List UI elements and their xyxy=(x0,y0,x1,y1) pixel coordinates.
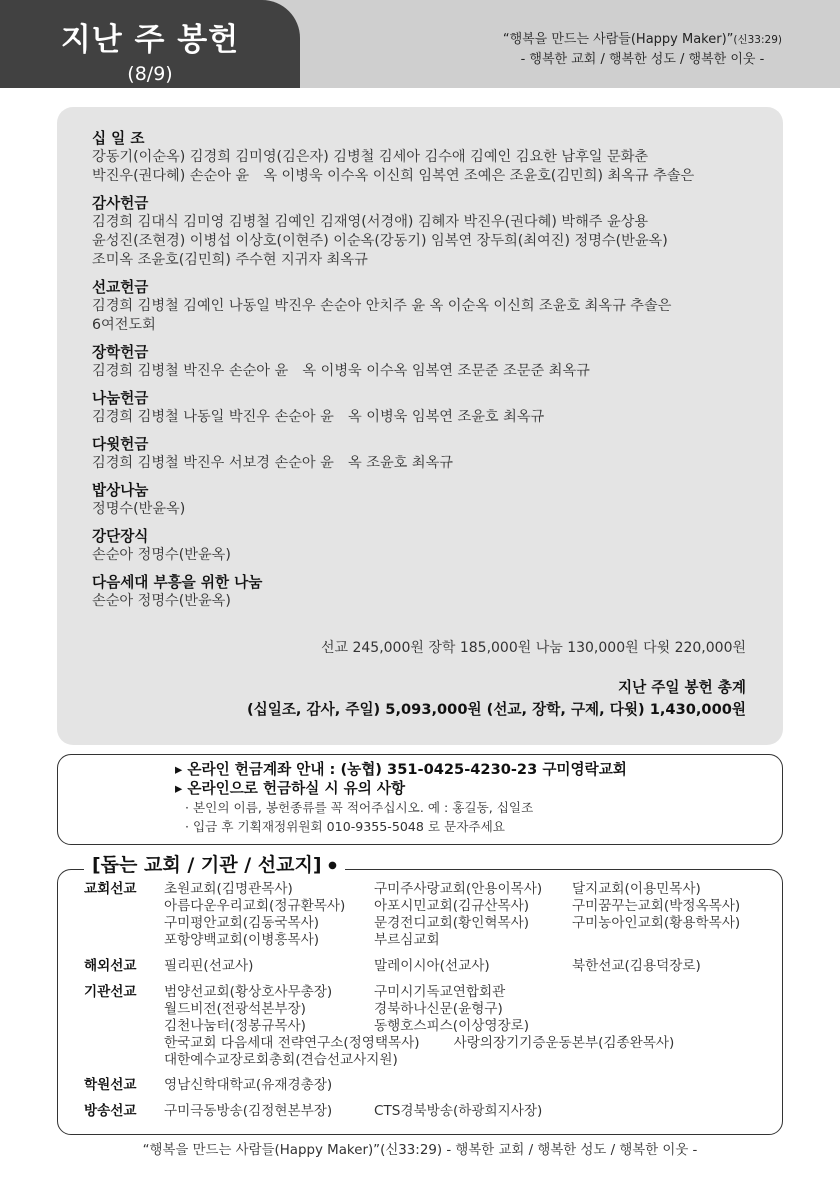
org-col-2 xyxy=(374,984,529,1035)
church-item: 포항양백교회(이병흥목사) xyxy=(164,932,320,948)
church-col-2 xyxy=(374,881,542,949)
offering-heading: 강단장식 xyxy=(92,528,149,545)
church-col-1 xyxy=(164,881,345,949)
offering-names: 김경희 김대식 김미영 김병철 김예인 김재영(서경애) 김혜자 박진우(권다혜) 박해주 윤상용 xyxy=(92,214,649,230)
org-item: 월드비전(전광석본부장) xyxy=(164,1001,306,1017)
category-label: 기관선교 xyxy=(84,984,137,1000)
overseas-2: 말레이시아(선교사) xyxy=(374,958,490,974)
offerings-list xyxy=(92,129,762,619)
church-item: 달지교회(이용민목사) xyxy=(572,881,701,897)
org-wide-1b: 사랑의장기기증운동본부(김종완목사) xyxy=(453,1035,675,1051)
offering-names: 손순아 정명수(반윤옥) xyxy=(92,593,231,609)
offering-names: 김경희 김병철 김예인 나동일 박진우 손순아 안치주 윤 옥 이순옥 이신희 조윤호 최옥규 추솔은 xyxy=(92,298,672,314)
church-item: 구미농아인교회(황용학목사) xyxy=(572,915,741,931)
motto-sub: - 행복한 교회 / 행복한 성도 / 행복한 이웃 - xyxy=(520,52,765,67)
org-wide-2: 대한예수교장로회총회(견습선교사지원) xyxy=(164,1052,398,1068)
notice-item-1: · 본인의 이름, 봉헌종류를 꼭 적어주십시오. 예 : 홍길동, 십일조 xyxy=(185,800,534,815)
online-offering-notice xyxy=(57,754,783,845)
academy-1: 영남신학대학교(유재경총장) xyxy=(164,1077,333,1093)
offering-section xyxy=(92,389,762,427)
offering-heading: 다음세대 부흥을 위한 나눔 xyxy=(92,574,263,591)
notice-heading: ▸ 온라인으로 헌금하실 시 유의 사항 xyxy=(175,780,406,797)
offering-names: 정명수(반윤옥) xyxy=(92,501,186,517)
church-item: 초원교회(김명관목사) xyxy=(164,881,293,897)
grand-total xyxy=(247,677,746,721)
org-item: 범양선교회(황상호사무총장) xyxy=(164,984,333,1000)
motto-ref: (신33:29) xyxy=(733,34,782,46)
support-title xyxy=(84,850,345,877)
offering-names: 김경희 김병철 박진우 서보경 손순아 윤 옥 조윤호 최옥규 xyxy=(92,455,453,471)
category-label: 학원선교 xyxy=(84,1077,137,1093)
offering-names: 김경희 김병철 나동일 박진우 손순아 윤 옥 이병욱 임복연 조윤호 최옥규 xyxy=(92,409,545,425)
notice-item-2: · 입금 후 기획재정위원회 010-9355-5048 로 문자주세요 xyxy=(185,819,505,834)
grand-total-values: (십일조, 감사, 주일) 5,093,000원 (선교, 장학, 구제, 다윗) 1,430,000원 xyxy=(246,701,746,718)
offering-heading: 감사헌금 xyxy=(92,195,149,212)
title-tab xyxy=(0,0,300,88)
org-col-1 xyxy=(164,984,332,1035)
offering-heading: 장학헌금 xyxy=(92,344,149,361)
page-date: (8/9) xyxy=(127,63,173,85)
offering-names: 윤성진(조현경) 이병섭 이상호(이현주) 이순옥(강동기) 임복연 장두희(최여진) 정명수(반윤옥) xyxy=(92,233,668,249)
offering-section xyxy=(92,194,762,270)
offering-section xyxy=(92,278,762,335)
support-title-text: [돕는 교회 / 기관 / 선교지] xyxy=(92,854,322,876)
church-item: 부르심교회 xyxy=(374,932,440,948)
category-label: 해외선교 xyxy=(84,958,137,974)
offering-section xyxy=(92,527,762,565)
category-label: 방송선교 xyxy=(84,1103,137,1119)
church-item: 문경전디교회(황인혁목사) xyxy=(374,915,530,931)
offering-heading: 다윗헌금 xyxy=(92,436,149,453)
category-label: 교회선교 xyxy=(84,881,137,897)
page-title: 지난 주 봉헌 xyxy=(60,22,240,58)
church-col-3 xyxy=(572,881,740,932)
church-item: 아름다운우리교회(정규환목사) xyxy=(164,898,346,914)
org-item: 김천나눔터(정봉규목사) xyxy=(164,1018,306,1034)
offering-section xyxy=(92,129,762,186)
offering-section xyxy=(92,435,762,473)
grand-total-label: 지난 주일 봉헌 총계 xyxy=(617,679,746,696)
org-item: 동행호스피스(이상영장로) xyxy=(374,1018,530,1034)
broadcast-1: 구미극동방송(김정현본부장) xyxy=(164,1103,333,1119)
dot-icon: ● xyxy=(328,860,337,871)
overseas-1: 필리핀(선교사) xyxy=(164,958,254,974)
offering-heading: 십 일 조 xyxy=(92,130,145,147)
church-item: 아포시민교회(김규산목사) xyxy=(374,898,530,914)
offering-names: 박진우(권다혜) 손순아 윤 옥 이병욱 이수옥 이신희 임복연 조예은 조윤호(김민희) 최옥규 추솔은 xyxy=(92,168,695,184)
offering-section xyxy=(92,573,762,611)
offering-section xyxy=(92,481,762,519)
account-info: ▸ 온라인 헌금계좌 안내 : (농협) 351-0425-4230-23 구미영락교회 xyxy=(175,761,627,778)
support-group-org xyxy=(84,984,784,1069)
offering-names: 6여전도회 xyxy=(92,317,156,333)
broadcast-2: CTS경북방송(하광희지사장) xyxy=(374,1103,543,1119)
org-item: 경북하나신문(윤형구) xyxy=(374,1001,503,1017)
overseas-3: 북한선교(김용덕장로) xyxy=(572,958,701,974)
offering-names: 손순아 정명수(반윤옥) xyxy=(92,547,231,563)
org-wide-1a: 한국교회 다음세대 전략연구소(정영택목사) xyxy=(164,1035,420,1051)
church-item: 구미주사랑교회(안용이목사) xyxy=(374,881,543,897)
offering-section xyxy=(92,343,762,381)
church-item: 구미꿈꾸는교회(박정옥목사) xyxy=(572,898,741,914)
church-item: 구미평안교회(김동국목사) xyxy=(164,915,320,931)
motto xyxy=(503,30,782,69)
org-item: 구미시기독교연합회관 xyxy=(374,984,506,1000)
offering-names: 조미옥 조윤호(김민희) 주수현 지귀자 최옥규 xyxy=(92,252,368,268)
motto-main: “행복을 만드는 사람들(Happy Maker)” xyxy=(502,32,734,47)
offering-names: 김경희 김병철 박진우 손순아 윤 옥 이병욱 이수옥 임복연 조문준 조문준 최옥규 xyxy=(92,363,590,379)
org-wide-1 xyxy=(164,1035,674,1052)
footer-motto: “행복을 만드는 사람들(Happy Maker)”(신33:29) - 행복한 교회 / 행복한 성도 / 행복한 이웃 - xyxy=(142,1143,698,1158)
offering-heading: 밥상나눔 xyxy=(92,482,149,499)
offering-names: 강동기(이순옥) 김경희 김미영(김은자) 김병철 김세아 김수애 김예인 김요한 남후일 문화춘 xyxy=(92,149,649,165)
offering-heading: 선교헌금 xyxy=(92,279,149,296)
offering-heading: 나눔헌금 xyxy=(92,390,149,407)
offering-breakdown: 선교 245,000원 장학 185,000원 나눔 130,000원 다윗 220,000원 xyxy=(320,640,746,656)
